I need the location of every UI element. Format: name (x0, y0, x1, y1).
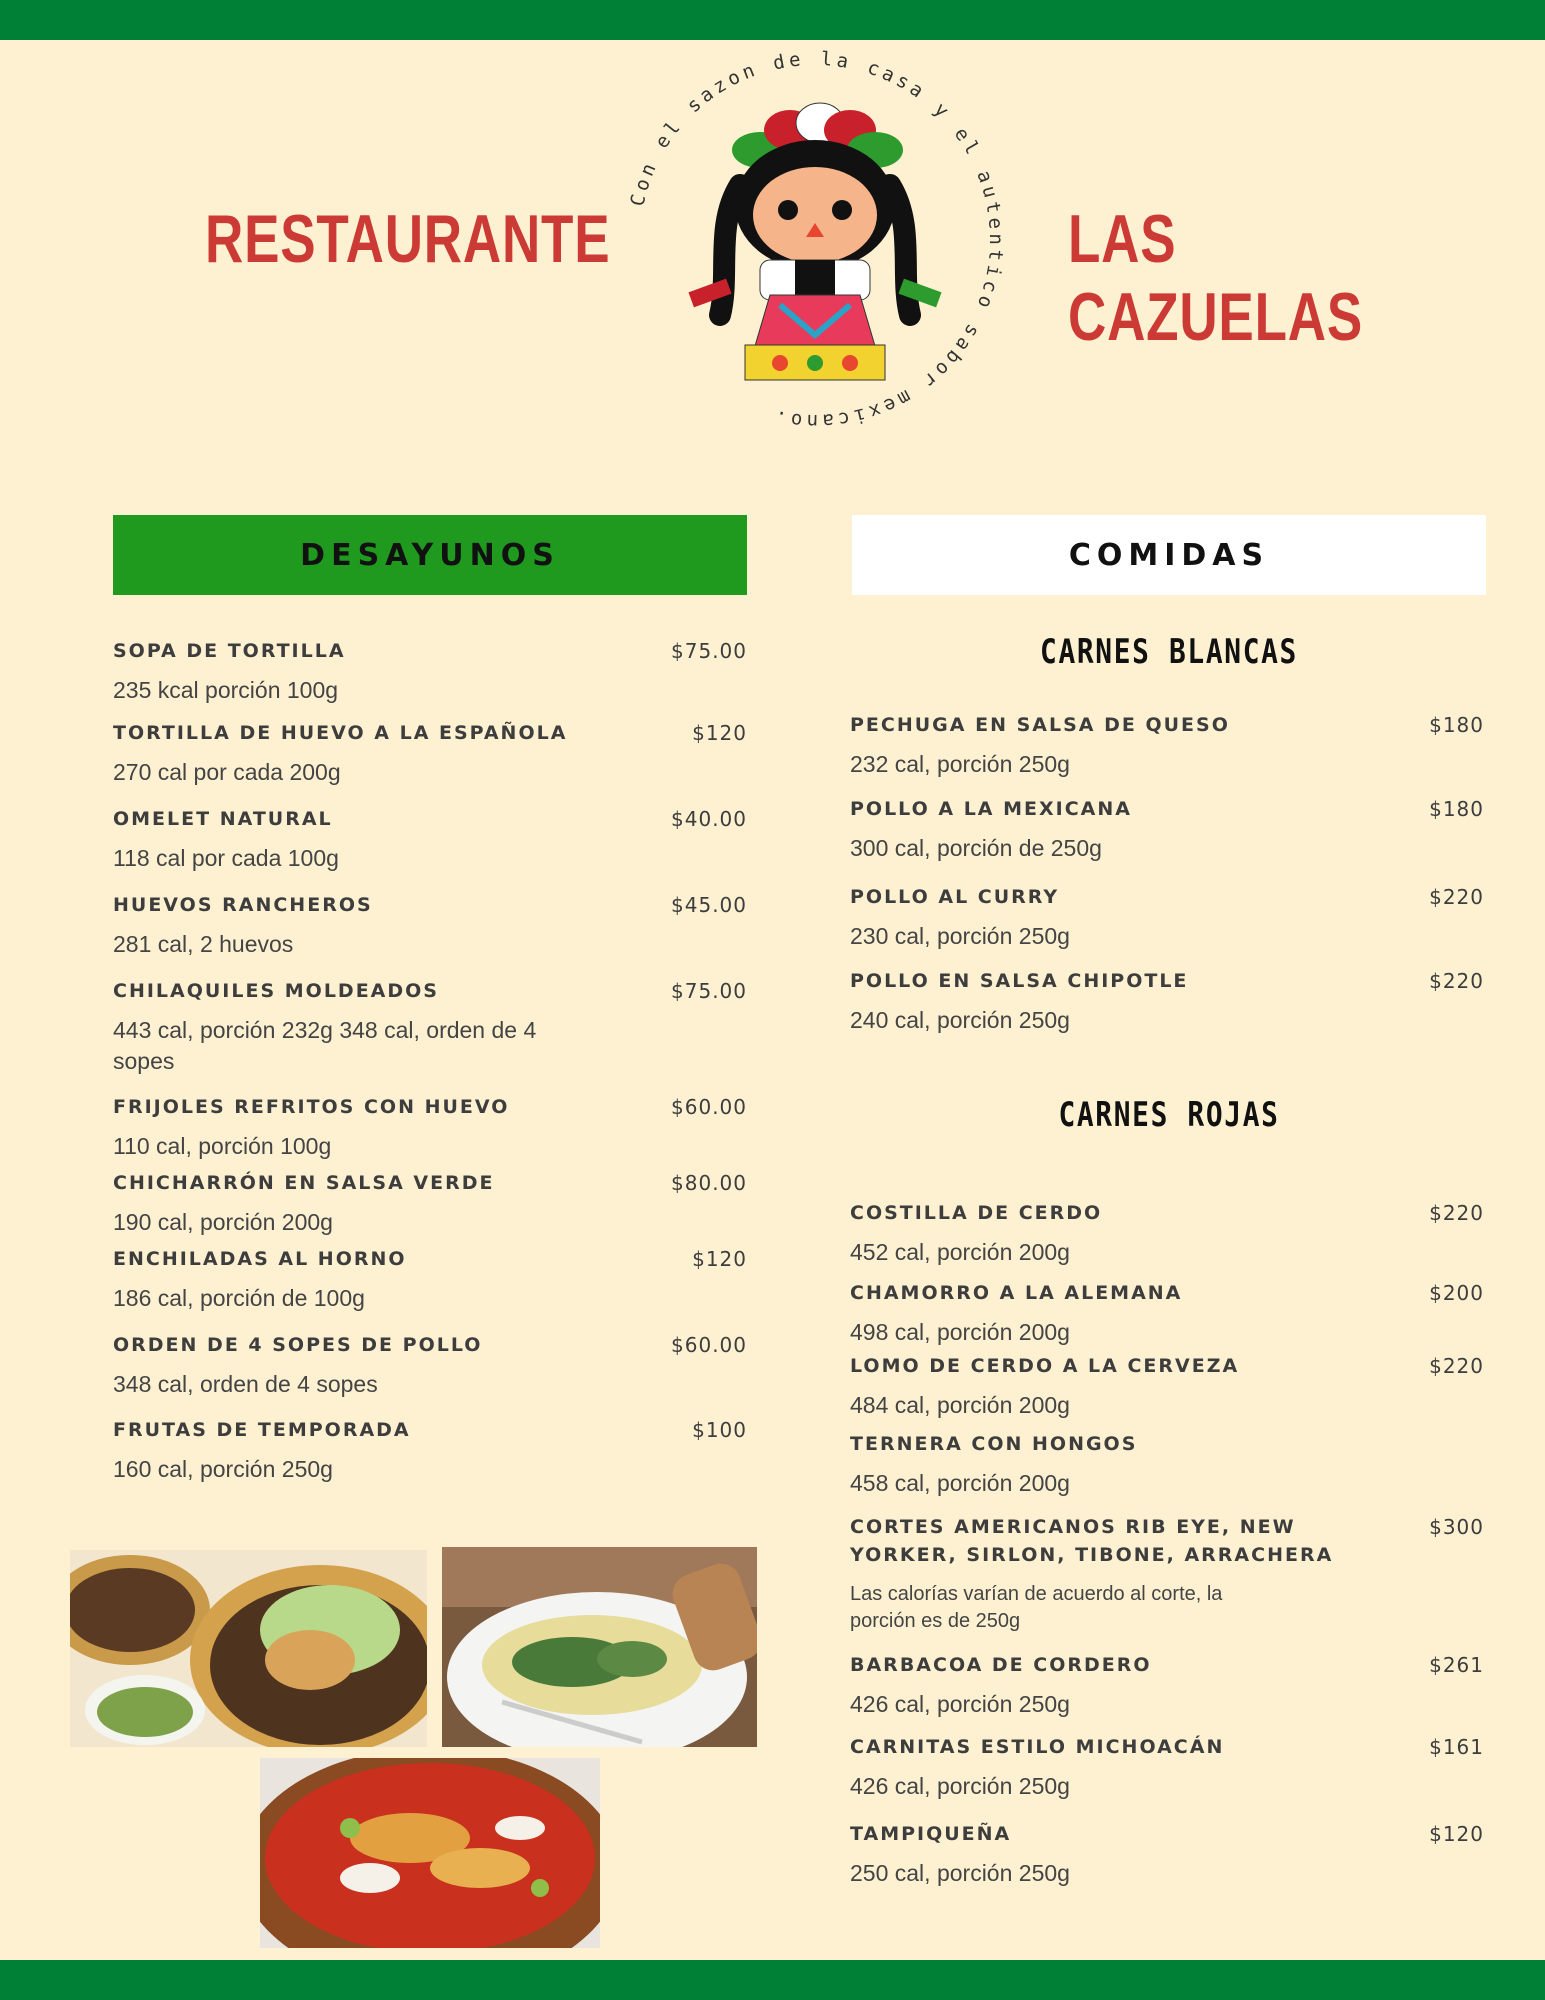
menu-item (113, 1245, 747, 1335)
top-band (0, 0, 1545, 40)
carnes-blancas-title: CARNES BLANCAS (1040, 632, 1298, 672)
menu-item-description: 300 cal, porción de 250g (850, 835, 1102, 861)
menu-item-name: TORTILLA DE HUEVO A LA ESPAÑOLA (113, 722, 568, 744)
menu-item (850, 1820, 1484, 1910)
menu-item-price: $200 (1429, 1281, 1484, 1305)
menu-item-name: TAMPIQUEÑA (850, 1823, 1012, 1845)
photo-sopa-tortilla (260, 1758, 600, 1948)
menu-item-price: $261 (1429, 1653, 1484, 1677)
menu-item-price: $220 (1429, 1201, 1484, 1225)
menu-item-description: 160 cal, porción 250g (113, 1456, 333, 1482)
menu-item-description: 443 cal, porción 232g 348 cal, orden de 4 (113, 1017, 537, 1043)
menu-item (850, 883, 1484, 973)
menu-item-name: TERNERA CON HONGOS (850, 1433, 1138, 1455)
menu-item (850, 1651, 1484, 1741)
menu-item-name: FRIJOLES REFRITOS CON HUEVO (113, 1096, 510, 1118)
menu-item-price: $220 (1429, 885, 1484, 909)
menu-item-description: 190 cal, porción 200g (113, 1209, 333, 1235)
menu-item-description: 498 cal, porción 200g (850, 1319, 1070, 1345)
menu-item (850, 1430, 1484, 1520)
menu-item-description: 230 cal, porción 250g (850, 923, 1070, 949)
menu-item-description-line2: porción es de 250g (850, 1610, 1021, 1632)
menu-item-price: $120 (692, 721, 747, 745)
menu-item-name: PECHUGA EN SALSA DE QUESO (850, 714, 1230, 736)
menu-item-description: 270 cal por cada 200g (113, 759, 341, 785)
photo-omelet (442, 1547, 757, 1747)
menu-item-price: $120 (1429, 1822, 1484, 1846)
logo-circular-text: Con el sazon de la casa y el autentico sabor mexicano. (626, 47, 1008, 433)
desayunos-header: DESAYUNOS (113, 515, 747, 595)
menu-item-price: $45.00 (671, 893, 747, 917)
menu-item-description: 186 cal, porción de 100g (113, 1285, 365, 1311)
menu-item-description: 118 cal por cada 100g (113, 845, 339, 871)
menu-item (850, 967, 1484, 1057)
menu-item-name: CARNITAS ESTILO MICHOACÁN (850, 1736, 1225, 1758)
menu-item-name: FRUTAS DE TEMPORADA (113, 1419, 411, 1441)
menu-item-name: CHICHARRÓN EN SALSA VERDE (113, 1172, 495, 1194)
bottom-band (0, 1960, 1545, 2000)
menu-item-price: $220 (1429, 969, 1484, 993)
menu-item-description: 281 cal, 2 huevos (113, 931, 294, 957)
menu-item-price: $100 (692, 1418, 747, 1442)
menu-item-description: 110 cal, porción 100g (113, 1133, 332, 1159)
menu-item (850, 1352, 1484, 1442)
menu-item-description: 235 kcal porción 100g (113, 677, 339, 703)
menu-item (113, 891, 747, 981)
menu-item-name: CORTES AMERICANOS RIB EYE, NEW (850, 1516, 1296, 1538)
comidas-header: COMIDAS (852, 515, 1486, 595)
menu-item-name: ORDEN DE 4 SOPES DE POLLO (113, 1334, 483, 1356)
menu-item-name: LOMO DE CERDO A LA CERVEZA (850, 1355, 1240, 1377)
menu-item-description: 426 cal, porción 250g (850, 1691, 1070, 1717)
menu-item-price: $75.00 (671, 639, 747, 663)
menu-item-description: Las calorías varían de acuerdo al corte, la (850, 1583, 1223, 1605)
menu-item (850, 1733, 1484, 1823)
menu-item-description: 426 cal, porción 250g (850, 1773, 1070, 1799)
menu-item-name-line2: YORKER, SIRLON, TIBONE, ARRACHERA (850, 1544, 1334, 1566)
menu-item (113, 1331, 747, 1421)
restaurant-title-right: LAS CAZUELAS (1068, 201, 1364, 355)
menu-item-price: $161 (1429, 1735, 1484, 1759)
menu-item (850, 1513, 1484, 1632)
logo-doll (620, 45, 1010, 435)
menu-item-price: $75.00 (671, 979, 747, 1003)
photo-sopes (70, 1550, 427, 1747)
menu-item (850, 795, 1484, 885)
menu-item-name: CHAMORRO A LA ALEMANA (850, 1282, 1183, 1304)
menu-item (850, 711, 1484, 801)
restaurant-title-left: RESTAURANTE (205, 201, 611, 277)
menu-item-price: $60.00 (671, 1333, 747, 1357)
menu-item-price: $180 (1429, 713, 1484, 737)
menu-item-name: OMELET NATURAL (113, 808, 333, 830)
menu-item-price: $120 (692, 1247, 747, 1271)
menu-item-name: ENCHILADAS AL HORNO (113, 1248, 407, 1270)
menu-item-name: POLLO AL CURRY (850, 886, 1060, 908)
carnes-rojas-title: CARNES ROJAS (1058, 1095, 1280, 1135)
menu-item (113, 637, 747, 727)
menu-item-price: $180 (1429, 797, 1484, 821)
menu-item-description: 452 cal, porción 200g (850, 1239, 1070, 1265)
menu-item (113, 1416, 747, 1506)
menu-item-name: SOPA DE TORTILLA (113, 640, 346, 662)
menu-item-description: 232 cal, porción 250g (850, 751, 1070, 777)
menu-item-description: 250 cal, porción 250g (850, 1860, 1070, 1886)
menu-item-description-line2: sopes (113, 1048, 175, 1074)
menu-item-name: BARBACOA DE CORDERO (850, 1654, 1152, 1676)
menu-item-name: POLLO A LA MEXICANA (850, 798, 1132, 820)
menu-item-name: CHILAQUILES MOLDEADOS (113, 980, 439, 1002)
menu-item-price: $60.00 (671, 1095, 747, 1119)
menu-item (113, 805, 747, 895)
menu-item-name: COSTILLA DE CERDO (850, 1202, 1103, 1224)
menu-item-name: HUEVOS RANCHEROS (113, 894, 373, 916)
menu-item (113, 719, 747, 809)
menu-item-price: $220 (1429, 1354, 1484, 1378)
menu-item-price: $80.00 (671, 1171, 747, 1195)
menu-item-name: POLLO EN SALSA CHIPOTLE (850, 970, 1189, 992)
menu-item (850, 1199, 1484, 1289)
menu-item-description: 458 cal, porción 200g (850, 1470, 1070, 1496)
menu-item-description: 240 cal, porción 250g (850, 1007, 1070, 1033)
menu-item-description: 484 cal, porción 200g (850, 1392, 1070, 1418)
menu-item-price: $300 (1429, 1515, 1484, 1539)
menu-item-description: 348 cal, orden de 4 sopes (113, 1371, 378, 1397)
menu-item (113, 977, 747, 1074)
menu-item-price: $40.00 (671, 807, 747, 831)
